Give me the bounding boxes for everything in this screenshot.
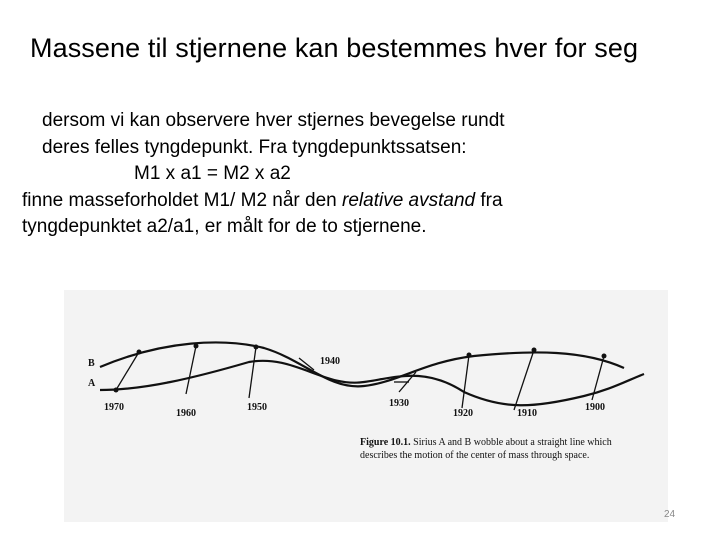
body-line-4-start: finne masseforholdet M1/ M2 når den [22, 189, 343, 211]
body-line-2: deres felles tyngdepunkt. Fra tyngdepunktssatsen: [42, 136, 467, 158]
caption-figure-number: Figure 10.1. [360, 437, 411, 448]
year-label-1920: 1920 [453, 408, 473, 419]
year-label-1940: 1940 [320, 356, 340, 367]
year-label-1930: 1930 [389, 398, 409, 409]
star-a-label: A [88, 378, 96, 389]
caption-text: Sirius A and B wobble about a straight line which describes the motion of the center of mass through space. [360, 437, 612, 461]
year-label-1970: 1970 [104, 402, 124, 413]
body-text [22, 108, 702, 241]
star-b-label: B [88, 358, 95, 369]
relative-distance-emphasis: relative avstand [342, 189, 476, 211]
year-label-1900: 1900 [585, 402, 605, 413]
year-label-1910: 1910 [517, 408, 537, 419]
body-line-4 [22, 188, 702, 215]
sirius-orbit-figure [64, 290, 668, 522]
body-line-4-end: fra [475, 189, 503, 211]
body-line-1: dersom vi kan observere hver stjernes bevegelse rundt [42, 110, 505, 131]
slide-number: 24 [664, 509, 676, 520]
year-label-1950: 1950 [247, 402, 267, 413]
orbit-diagram [64, 290, 668, 522]
connecting-lines [116, 346, 604, 410]
body-line-5: tyngdepunktet a2/a1, er målt for de to stjernene. [22, 216, 427, 237]
slide-title: Massene til stjernene kan bestemmes hver for seg [30, 33, 639, 63]
star-a-path [100, 361, 644, 405]
year-label-1960: 1960 [176, 408, 196, 419]
equation: M1 x a1 = M2 x a2 [134, 163, 291, 184]
figure-caption [360, 436, 628, 462]
